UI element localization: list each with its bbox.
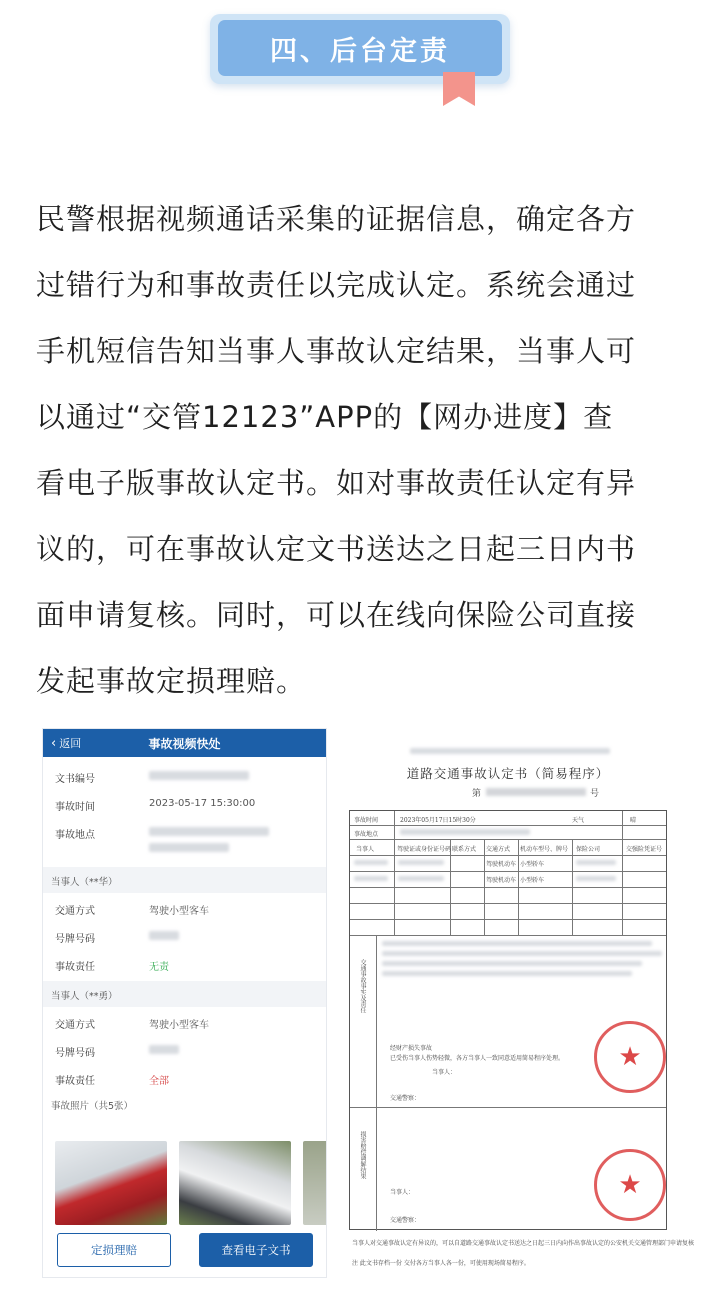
table-rule [350,839,666,840]
paragraph-line: 民警根据视频通话采集的证据信息，确定各方 [36,202,637,236]
redacted-value [354,876,388,881]
certificate-title: 道路交通事故认定书（简易程序） [406,766,610,781]
field-value: 驾驶小型客车 [149,1020,209,1031]
facts-text: 已受伤当事人伤势轻微，各方当事人一致同意适用简易程序处理。 [390,1055,565,1062]
redacted-value [149,827,269,836]
field-row-accident-time [43,789,326,817]
weather-value: 晴 [630,817,637,824]
facts-text: 经财产损失事故 [390,1045,433,1052]
table-rule [350,935,666,936]
liability-value: 全部 [149,1076,169,1087]
official-seal-stamp [594,1149,666,1221]
redacted-text [382,941,652,946]
redacted-value [149,931,179,940]
paragraph-line: 看电子版事故认定书。如对事故责任认定有异 [36,466,637,500]
time-value: 2023年05月17日15时30分 [400,817,476,824]
time-label: 事故时间 [354,817,379,824]
accident-photo[interactable] [55,1141,167,1225]
table-rule [572,839,573,935]
table-rule [376,935,377,1231]
field-label: 事故责任 [55,962,95,973]
certificate-table [349,810,667,1230]
redacted-value [398,860,444,865]
mediation-text: 交通警察： [390,1217,421,1224]
place-label: 事故地点 [354,831,379,838]
description-paragraph [36,186,676,714]
paragraph-line: 发起事故定损理赔。 [36,664,307,698]
certificate-footnote: 当事人对交通事故认定有异议的，可以自道路交通事故认定书送达之日起三日内向作出事故认定的公安机关交通管理部门申请复核 [352,1240,695,1247]
table-rule [394,811,395,935]
party-liability [43,949,326,981]
table-rule [450,839,451,935]
party-header: 当事人（**华） [43,867,326,893]
redacted-value [149,771,249,780]
party-plate [43,1035,326,1063]
section-title: 四、后台定责 [270,35,450,67]
party-traffic-mode [43,893,326,921]
official-seal-stamp [594,1021,666,1093]
view-document-button[interactable]: 查看电子文书 [199,1233,313,1267]
redacted-header [410,748,610,754]
party-plate [43,921,326,949]
mediation-text: 当事人： [390,1189,415,1196]
table-rule [350,1107,666,1108]
accident-certificate [344,738,695,1278]
table-cell: 驾驶机动车 [486,861,517,868]
redacted-text [382,961,642,966]
app-screenshot [42,728,327,1278]
chevron-left-icon: ‹ [51,735,57,751]
table-rule [518,839,519,935]
mediation-side-label: 损害赔偿调解结果 [359,1131,366,1179]
column-header: 交强险凭证号 [626,846,663,853]
app-title: 事故视频快处 [148,737,221,751]
redacted-value [149,1045,179,1054]
redacted-value [576,860,616,865]
liability-value: 无责 [149,962,169,973]
table-cell: 小型轿车 [520,861,545,868]
facts-side-label: 交通事故事实及责任 [359,959,366,1013]
redacted-value [398,876,444,881]
paragraph-line: 过错行为和事故责任以完成认定。系统会通过 [36,268,637,302]
column-header: 保险公司 [576,846,601,853]
redacted-value [576,876,616,881]
column-header: 交通方式 [486,846,511,853]
certificate-number-suffix: 号 [590,789,600,799]
field-label: 文书编号 [55,774,95,785]
ribbon-decoration [443,72,475,106]
star-icon: ★ [618,1042,642,1072]
accident-photo[interactable] [303,1141,327,1225]
table-cell: 驾驶机动车 [486,877,517,884]
field-row-doc-number [43,761,326,789]
party-traffic-mode [43,1007,326,1035]
table-rule [622,811,623,935]
accident-photo[interactable] [179,1141,291,1225]
field-label: 交通方式 [55,1020,95,1031]
table-rule [350,825,666,826]
photo-strip [55,1141,325,1225]
weather-label: 天气 [572,817,585,824]
star-icon: ★ [618,1170,642,1200]
field-row-accident-place [43,817,326,867]
paragraph-line: 以通过“交管12123”APP的【网办进度】查 [36,400,614,434]
redacted-text [382,971,632,976]
certificate-number-prefix: 第 [472,789,482,799]
back-label: 返回 [59,737,82,750]
paragraph-line: 议的，可在事故认定文书送达之日起三日内书 [36,532,637,566]
field-label: 号牌号码 [55,1048,95,1059]
column-header: 联系方式 [452,846,477,853]
paragraph-line: 面申请复核。同时，可以在线向保险公司直接 [36,598,637,632]
photos-label: 事故照片（共5张） [43,1091,326,1117]
redacted-value [486,788,586,796]
certificate-footnote: 注 此文书存档一份 交付各方当事人各一份，可使用现场简易程序。 [352,1260,530,1267]
table-rule [350,871,666,872]
paragraph-line: 手机短信告知当事人事故认定结果，当事人可 [36,334,637,368]
table-rule [350,855,666,856]
table-rule [350,903,666,904]
redacted-value [354,860,388,865]
column-header: 驾驶证或身份证号码 [397,846,452,853]
section-title-panel [218,20,502,76]
redacted-value [400,829,530,835]
table-rule [350,919,666,920]
redacted-text [382,951,662,956]
party-header: 当事人（**勇） [43,981,326,1007]
field-label: 事故责任 [55,1076,95,1087]
field-label: 交通方式 [55,906,95,917]
facts-text: 交通警察： [390,1095,421,1102]
field-label: 号牌号码 [55,934,95,945]
column-header: 机动车型号、牌号 [520,846,569,853]
facts-text: 当事人： [432,1069,457,1076]
app-header [43,729,326,757]
field-value: 驾驶小型客车 [149,906,209,917]
claim-button[interactable]: 定损理赔 [57,1233,171,1267]
field-label: 事故地点 [55,830,95,841]
column-header: 当事人 [356,846,375,853]
table-rule [484,839,485,935]
field-label: 事故时间 [55,802,95,813]
table-cell: 小型轿车 [520,877,545,884]
redacted-value [149,843,229,852]
table-rule [350,887,666,888]
party-liability [43,1063,326,1091]
field-value: 2023-05-17 15:30:00 [149,798,256,809]
